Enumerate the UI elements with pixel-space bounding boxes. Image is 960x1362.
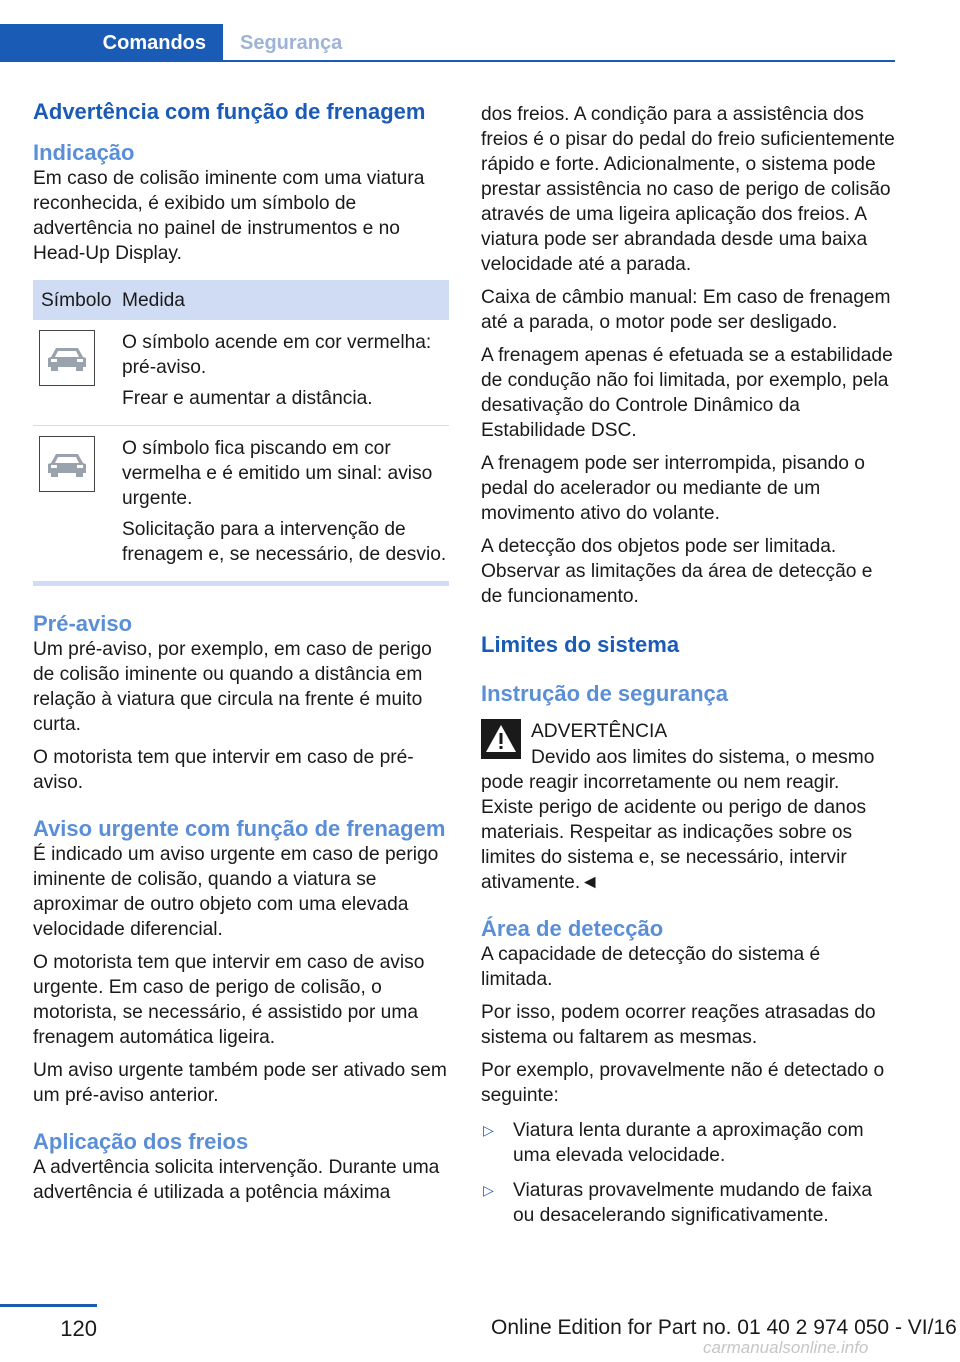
bullet-arrow-icon: ▷: [483, 1182, 494, 1198]
warning-label: ADVERTÊNCIA: [531, 721, 668, 742]
left-column: [33, 98, 449, 1205]
preaviso-heading: Pré-aviso: [33, 611, 133, 636]
table-cell-text: O símbolo fica piscando em cor vermelha e é emitido um sinal: aviso urgente.: [122, 438, 433, 509]
table-cell-text: Frear e aumentar a distância.: [122, 388, 373, 409]
aviso-urgente-heading: Aviso urgente com função de frenagem: [33, 816, 446, 841]
table-header-simbolo: Símbolo: [41, 289, 112, 311]
right-column: [481, 102, 895, 1228]
limites-heading: Limites do sistema: [481, 632, 680, 657]
area-text-3: Por exemplo, provavelmente não é detectado o seguinte:: [481, 1060, 885, 1106]
car-warning-icon: [39, 330, 95, 386]
preaviso-text: Um pré-aviso, por exemplo, em caso de perigo de colisão iminente ou quando a distância em relação à viatura que circula na frente é muito curta.: [33, 639, 432, 735]
table-header: [33, 280, 449, 320]
aplicacao-heading: Aplicação dos freios: [33, 1129, 249, 1154]
watermark: carmanualsonline.info: [703, 1338, 869, 1357]
seguranca-heading: Instrução de segurança: [481, 681, 728, 706]
bullet-arrow-icon: ▷: [483, 1122, 494, 1138]
table-cell-text: Solicitação para a intervenção de frenagem e, se necessário, de desvio.: [122, 519, 447, 565]
aviso-urgente-text-3: Um aviso urgente também pode ser ativado sem um pré-aviso anterior.: [33, 1060, 447, 1106]
section-title: Advertência com função de frenagem: [33, 99, 426, 124]
edition-text: Online Edition for Part no. 01 40 2 974 050 - VI/16: [491, 1316, 957, 1339]
area-text: A capacidade de detecção do sistema é limitada.: [481, 944, 821, 990]
tab-comandos-label: Comandos: [102, 31, 206, 54]
car-warning-icon: [39, 436, 95, 492]
tab-comandos[interactable]: [0, 24, 223, 62]
indicacao-heading: Indicação: [33, 140, 135, 165]
list-item-text: Viaturas provavelmente mudando de faixa ou desacelerando significativamente.: [513, 1180, 873, 1226]
list-item-text: Viatura lenta durante a aproximação com uma elevada velocidade.: [513, 1120, 864, 1166]
body-text: A frenagem apenas é efetuada se a estabilidade de condução não foi limitada, por exemplo, pela desativação do Controle Dinâmico da Estabilidade DSC.: [481, 345, 893, 441]
page-number: 120: [60, 1316, 97, 1341]
table-header-medida: Medida: [122, 289, 185, 311]
area-deteccao-heading: Área de detecção: [481, 916, 664, 941]
section-tab-bar: [0, 24, 895, 62]
area-text-2: Por isso, podem ocorrer reações atrasadas do sistema ou faltarem as mesmas.: [481, 1002, 876, 1048]
body-text: dos freios. A condição para a assistência dos freios é o pisar do pedal do freio suficientemente rápido e forte. Adicionalmente, o sistema pode prestar assistência no caso de perigo de colisão através de uma ligeira aplicação dos freios. A viatura pode ser abrandada desde uma baixa velocidade até a parada.: [481, 104, 895, 275]
list-item: [481, 1178, 895, 1228]
body-text: Caixa de câmbio manual: Em caso de frenagem até a parada, o motor pode ser desligado.: [481, 287, 891, 333]
tab-seguranca-label: Segurança: [240, 31, 343, 54]
table-cell-text: O símbolo acende em cor vermelha: pré-aviso.: [122, 332, 432, 378]
list-item: [481, 1118, 895, 1168]
body-text: A frenagem pode ser interrompida, pisando o pedal do acelerador ou mediante de um movimento ativo do volante.: [481, 453, 865, 524]
tab-seguranca[interactable]: [240, 24, 342, 62]
tab-underline: [0, 60, 895, 62]
preaviso-text-2: O motorista tem que intervir em caso de pré-aviso.: [33, 747, 414, 793]
table-row: [33, 426, 449, 581]
aviso-urgente-text-2: O motorista tem que intervir em caso de aviso urgente. Em caso de perigo de colisão, o motorista, se necessário, é assistido por uma frenagem automática ligeira.: [33, 952, 425, 1048]
warning-text: Devido aos limites do sistema, o mesmo pode reagir incorretamente ou nem reagir. Existe perigo de acidente ou perigo de danos materiais. Respeitar as indicações sobre os limites do sistema e, se necessário, intervir ativamente.◄: [481, 747, 875, 893]
aviso-urgente-text: É indicado um aviso urgente em caso de perigo iminente de colisão, quando a viatura se aproximar de outro objeto com uma elevada velocidade diferencial.: [33, 844, 439, 940]
table-row: [33, 320, 449, 425]
symbol-table: [33, 280, 449, 586]
indicacao-text: Em caso de colisão iminente com uma viatura reconhecida, é exibido um símbolo de advertência no painel de instrumentos e no Head-Up Display.: [33, 168, 425, 264]
aplicacao-text: A advertência solicita intervenção. Durante uma advertência é utilizada a potência máxima: [33, 1157, 440, 1203]
body-text: A detecção dos objetos pode ser limitada. Observar as limitações da área de detecção e de funcionamento.: [481, 536, 873, 607]
footer-rule: [0, 1304, 97, 1307]
warning-triangle-icon: [481, 719, 521, 759]
